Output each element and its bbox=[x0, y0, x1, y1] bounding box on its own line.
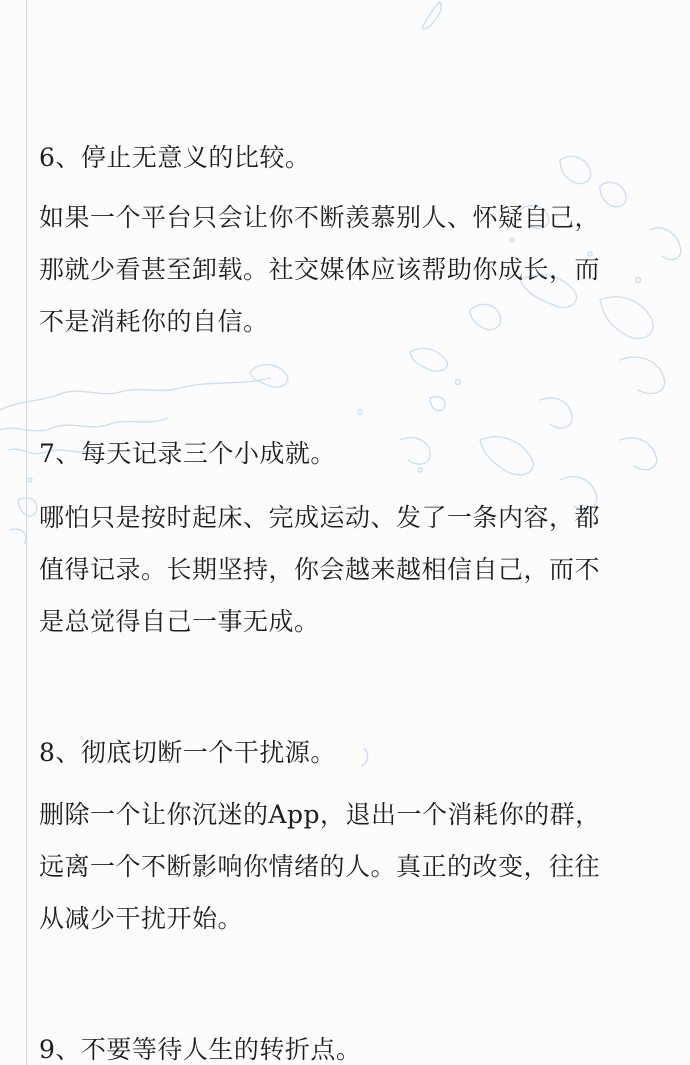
paragraph-line: 值得记录。长期坚持，你会越来越相信自己，而不 bbox=[39, 555, 601, 584]
paragraph-line: 不是消耗你的自信。 bbox=[39, 307, 269, 336]
section-7-heading: 7、每天记录三个小成就。 bbox=[39, 439, 336, 468]
paragraph-line: 哪怕只是按时起床、完成运动、发了一条内容，都 bbox=[39, 503, 601, 532]
section-9-heading: 9、不要等待人生的转折点。 bbox=[39, 1035, 362, 1064]
paragraph-line: 远离一个不断影响你情绪的人。真正的改变，往往 bbox=[39, 852, 601, 881]
section-6-paragraph bbox=[39, 192, 600, 348]
paragraph-line: 如果一个平台只会让你不断羡慕别人、怀疑自己， bbox=[39, 203, 601, 232]
section-6-heading: 6、停止无意义的比较。 bbox=[39, 143, 311, 172]
paragraph-line: 从减少干扰开始。 bbox=[39, 904, 244, 933]
paragraph-line: 删除一个让你沉迷的App，退出一个消耗你的群， bbox=[39, 800, 601, 829]
section-8-heading: 8、彻底切断一个干扰源。 bbox=[39, 738, 336, 767]
section-7-paragraph bbox=[39, 492, 600, 648]
paragraph-line: 是总觉得自己一事无成。 bbox=[39, 607, 320, 636]
section-8-paragraph bbox=[39, 789, 601, 945]
margin-rule bbox=[26, 0, 27, 1065]
paragraph-line: 那就少看甚至卸载。社交媒体应该帮助你成长，而 bbox=[39, 255, 601, 284]
